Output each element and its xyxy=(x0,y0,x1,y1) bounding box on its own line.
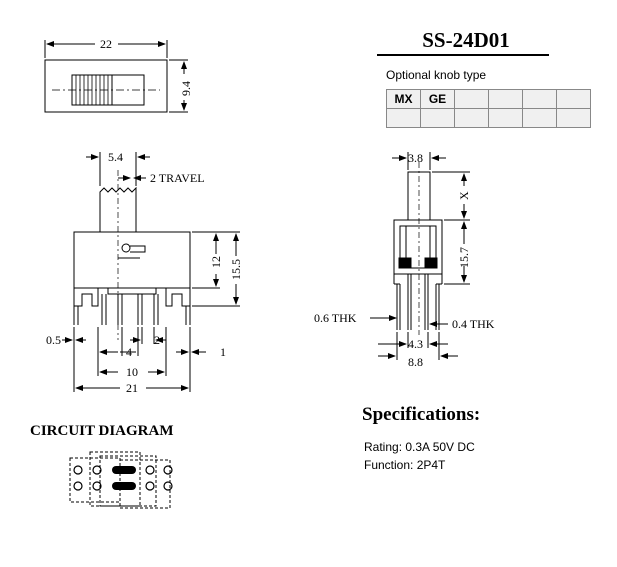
side-lug-thickness-label: 0.6 THK xyxy=(314,311,357,325)
side-pin-spacing-label: 4.3 xyxy=(408,337,423,351)
side-knob-width-label: 3.8 xyxy=(408,151,423,165)
specifications-heading: Specifications: xyxy=(362,404,481,425)
knob-cell xyxy=(455,90,489,109)
front-total-height-label: 15.5 xyxy=(229,259,243,280)
knob-cell xyxy=(455,109,489,128)
side-knob-height-label: X xyxy=(457,191,471,200)
title-underline xyxy=(377,54,549,56)
front-overall-width-label: 21 xyxy=(126,381,138,395)
spec-function: Function: 2P4T xyxy=(364,458,446,472)
knob-cell xyxy=(557,90,591,109)
knob-type-label: Optional knob type xyxy=(386,68,487,82)
top-view xyxy=(45,40,188,112)
knob-cell xyxy=(523,90,557,109)
front-lug-width-label: 1 xyxy=(220,345,226,359)
top-width-label: 22 xyxy=(100,37,112,51)
knob-cell xyxy=(557,109,591,128)
side-pin-thickness-label: 0.4 THK xyxy=(452,317,495,331)
front-travel-label: 2 TRAVEL xyxy=(150,171,205,185)
knob-cell xyxy=(421,109,455,128)
front-body-height-label: 12 xyxy=(209,256,223,268)
front-view xyxy=(62,152,240,392)
side-height-label: 15.7 xyxy=(457,247,471,268)
knob-cell xyxy=(489,90,523,109)
front-pin-span-label: 10 xyxy=(126,365,138,379)
knob-cell xyxy=(523,109,557,128)
side-overall-depth-label: 8.8 xyxy=(408,355,423,369)
front-knob-width-label: 5.4 xyxy=(108,150,123,164)
front-pin-pitch-a-label: 4 xyxy=(126,345,132,359)
knob-type-table xyxy=(386,89,591,128)
spec-rating: Rating: 0.3A 50V DC xyxy=(364,440,475,454)
top-height-label: 9.4 xyxy=(179,81,193,96)
front-pin-pitch-b-label: 2 xyxy=(154,333,160,347)
knob-cell xyxy=(489,109,523,128)
part-number-title: SS-24D01 xyxy=(422,28,510,52)
circuit-diagram xyxy=(70,452,172,508)
knob-cell: MX xyxy=(387,90,421,109)
knob-cell xyxy=(387,109,421,128)
front-pin-offset-label: 0.5 xyxy=(46,333,61,347)
knob-cell: GE xyxy=(421,90,455,109)
circuit-diagram-title: CIRCUIT DIAGRAM xyxy=(30,423,174,439)
